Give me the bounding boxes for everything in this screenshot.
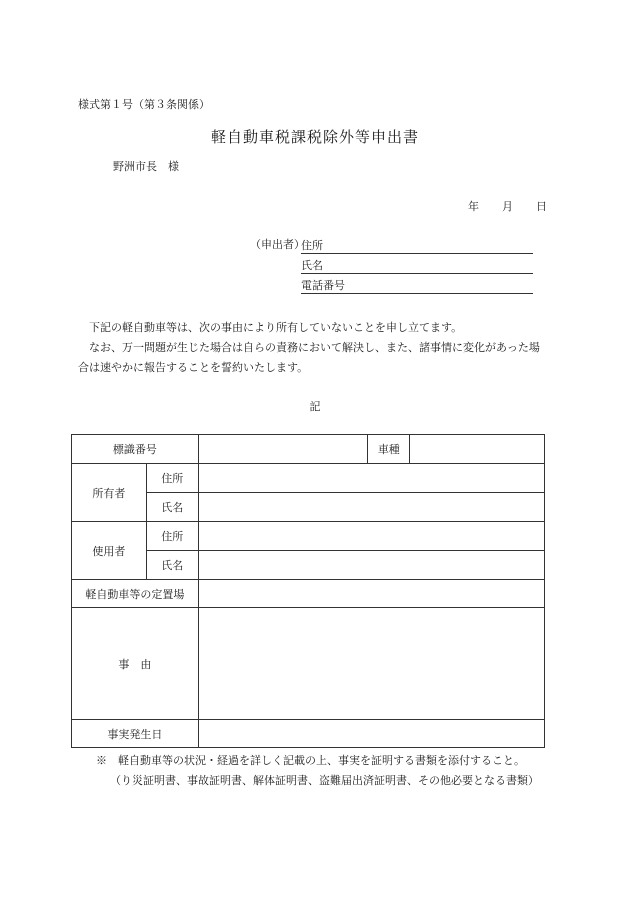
note-line-2: （り災証明書、事故証明書、解体証明書、盗難届出済証明書、その他必要となる書類） [110,774,539,787]
storage-location-label: 軽自動車等の定置場 [72,580,199,608]
user-address-label: 住所 [146,522,198,551]
ki-heading: 記 [309,400,321,413]
date-month-label: 月 [502,200,513,213]
applicant-address-label: 住所 [301,239,323,252]
date-line [468,198,547,214]
plate-number-label: 標識番号 [72,435,199,464]
plate-number-cell[interactable] [198,435,368,464]
applicant-name-label: 氏名 [301,259,323,272]
user-label: 使用者 [72,522,147,580]
applicant-label: （申出者） [250,238,305,251]
occurrence-date-cell[interactable] [198,720,544,748]
date-day-label: 日 [536,200,547,213]
form-number: 様式第１号（第３条関係） [78,98,210,111]
applicant-phone-field[interactable] [301,278,533,294]
applicant-name-field[interactable] [301,258,533,274]
vehicle-table [71,434,545,748]
statement-line-2: なお、万一問題が生じた場合は自らの責務において解決し、また、諸事情に変化があった場合は速やかに報告することを誓約いたします。 [78,341,540,374]
vehicle-type-label: 車種 [368,435,410,464]
owner-address-cell[interactable] [198,464,544,493]
owner-name-label: 氏名 [146,493,198,522]
user-address-cell[interactable] [198,522,544,551]
table-row [72,608,545,720]
table-row [72,464,545,493]
occurrence-date-label: 事実発生日 [72,720,199,748]
table-row [72,580,545,608]
table-row [72,522,545,551]
vehicle-type-cell[interactable] [410,435,545,464]
statement-line-1: 下記の軽自動車等は、次の事由により所有していないことを申し立てます。 [89,321,463,334]
owner-name-cell[interactable] [198,493,544,522]
owner-label: 所有者 [72,464,147,522]
user-name-label: 氏名 [146,551,198,580]
owner-address-label: 住所 [146,464,198,493]
storage-location-cell[interactable] [198,580,544,608]
applicant-address-field[interactable] [301,238,533,254]
user-name-cell[interactable] [198,551,544,580]
table-row [72,720,545,748]
date-year-label: 年 [468,200,479,213]
statement [78,318,548,378]
document-title: 軽自動車税課税除外等申出書 [210,128,419,146]
note-line-1: ※ 軽自動車等の状況・経過を詳しく記載の上、事実を証明する書類を添付すること。 [96,754,525,767]
applicant-phone-label: 電話番号 [301,279,345,292]
table-row [72,435,545,464]
reason-label: 事 由 [72,608,199,720]
reason-cell[interactable] [198,608,544,720]
addressee: 野洲市長 様 [113,160,179,173]
